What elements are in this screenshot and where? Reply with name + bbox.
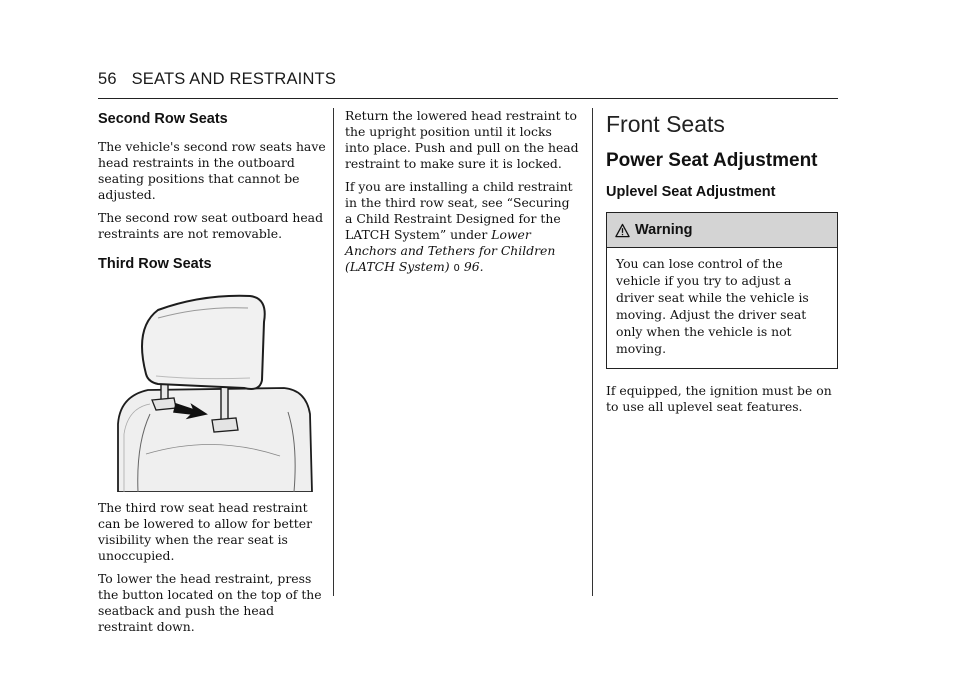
paragraph-with-reference xyxy=(345,179,579,277)
paragraph: The third row seat head restraint can be lowered to allow for better visibility when the rear seat is unoccupied. xyxy=(98,500,313,563)
paragraph-text: If you are installing a child restraint in the third row seat, see “Securing a Child Restraint Designed for the LATCH System” under xyxy=(345,179,573,242)
page-reference-arrow-icon: 0 xyxy=(453,263,460,274)
warning-triangle-icon xyxy=(615,223,630,238)
column-divider xyxy=(333,108,334,596)
head-restraint-figure xyxy=(98,284,328,492)
column-left xyxy=(98,108,326,642)
paragraph: Return the lowered head restraint to the upright position until it locks into place. Push and pull on the head restraint to make sure it is locked. xyxy=(345,108,579,171)
cross-reference-link[interactable]: Lower Anchors and Tethers for Children (LATCH System) xyxy=(345,227,556,274)
paragraph: The second row seat outboard head restraints are not removable. xyxy=(98,210,324,241)
head-restraint-illustration xyxy=(98,284,328,492)
page-number: 56 xyxy=(98,70,117,88)
warning-text: You can lose control of the vehicle if you try to adjust a driver seat while the vehicle is moving. Adjust the driver seat only when the vehicle is not moving. xyxy=(616,256,809,356)
section-title: SEATS AND RESTRAINTS xyxy=(131,70,337,88)
warning-box xyxy=(606,212,838,369)
column-right xyxy=(606,108,838,422)
column-middle xyxy=(345,108,579,284)
paragraph: If equipped, the ignition must be on to use all uplevel seat features. xyxy=(606,383,832,414)
paragraph: To lower the head restraint, press the button located on the top of the seatback and push the head restraint down. xyxy=(98,571,322,634)
warning-title: Warning xyxy=(635,222,693,238)
warning-body xyxy=(607,248,837,368)
heading-second-row-seats: Second Row Seats xyxy=(98,111,228,127)
heading-third-row-seats: Third Row Seats xyxy=(98,256,212,272)
page-header xyxy=(98,70,838,89)
warning-header xyxy=(607,213,837,248)
seatback-shape xyxy=(118,388,312,492)
column-divider xyxy=(592,108,593,596)
cross-reference-page[interactable]: 96. xyxy=(463,259,484,274)
heading-uplevel-seat-adjustment: Uplevel Seat Adjustment xyxy=(606,184,776,200)
header-rule xyxy=(98,98,838,99)
heading-power-seat-adjustment: Power Seat Adjustment xyxy=(606,150,818,171)
paragraph: The vehicle's second row seats have head restraints in the outboard seating positions that cannot be adjusted. xyxy=(98,139,326,202)
heading-front-seats: Front Seats xyxy=(606,111,725,137)
